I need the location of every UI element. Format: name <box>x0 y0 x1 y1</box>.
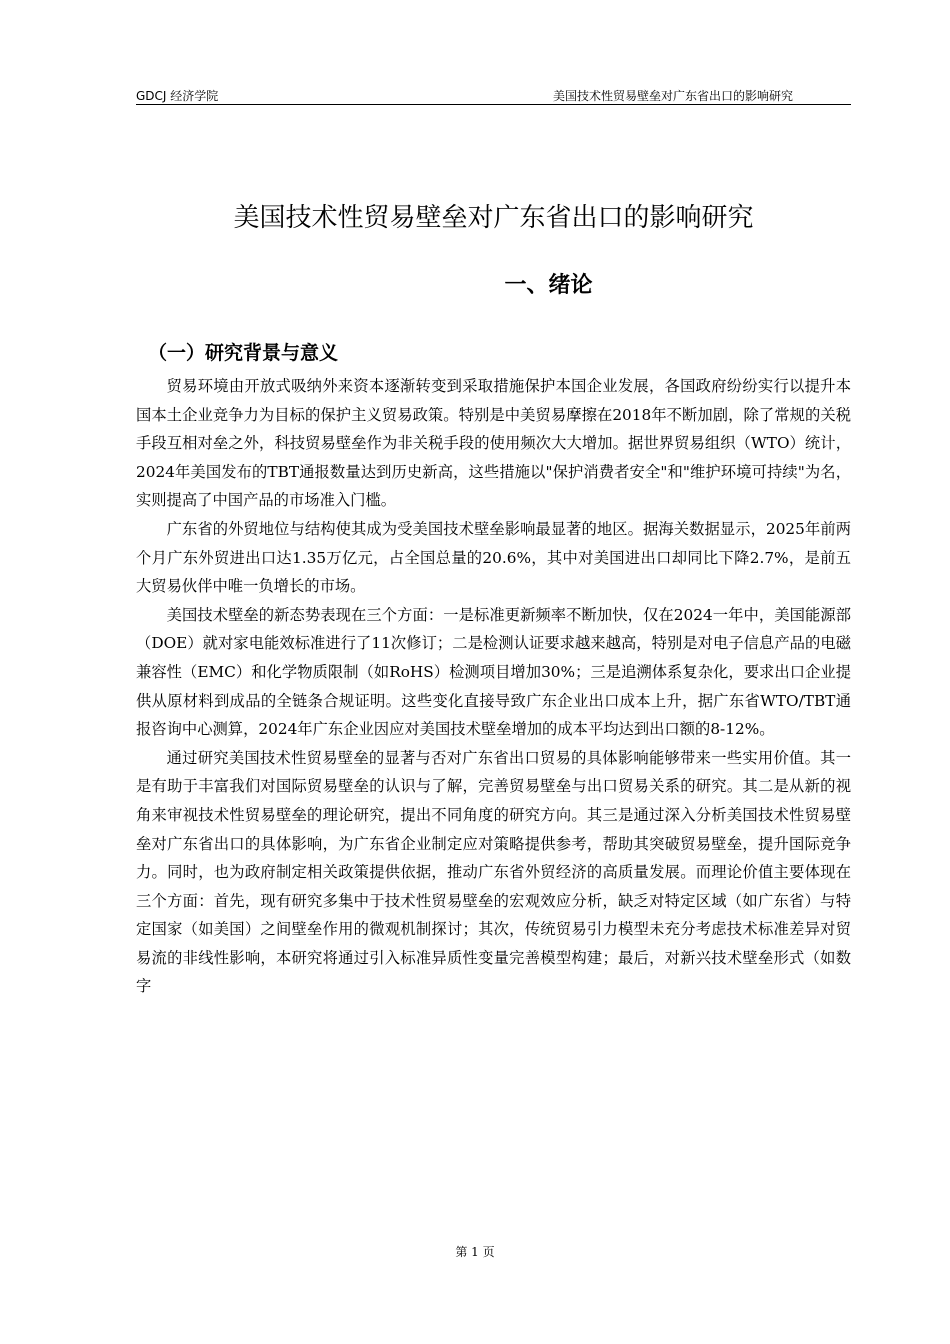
header-title: 美国技术性贸易壁垒对广东省出口的影响研究 <box>552 89 793 103</box>
header-institution: GDCJ 经济学院 <box>136 89 219 103</box>
paragraph: 通过研究美国技术性贸易壁垒的显著与否对广东省出口贸易的具体影响能够带来一些实用价值。其一是有助于丰富我们对国际贸易壁垒的认识与了解，完善贸易壁垒与出口贸易关系的研究。其二是从新的视角来审视技术性贸易壁垒的理论研究，提出不同角度的研究方向。其三是通过深入分析美国技术性贸易壁垒对广东省出口的具体影响，为广东省企业制定应对策略提供参考，帮助其突破贸易壁垒，提升国际竞争力。同时，也为政府制定相关政策提供依据，推动广东省外贸经济的高质量发展。而理论价值主要体现在三个方面：首先，现有研究多集中于技术性贸易壁垒的宏观效应分析，缺乏对特定区域（如广东省）与特定国家（如美国）之间壁垒作用的微观机制探讨；其次，传统贸易引力模型未充分考虑技术标准差异对贸易流的非线性影响，本研究将通过引入标准异质性变量完善模型构建；最后，对新兴技术壁垒形式（如数字 <box>136 748 851 996</box>
page-number: 第 1 页 <box>455 1245 495 1259</box>
chapter-heading: 一、绪论 <box>504 273 593 298</box>
section-heading: （一）研究背景与意义 <box>148 342 339 364</box>
paragraph: 美国技术壁垒的新态势表现在三个方面：一是标准更新频率不断加快，仅在2024一年中，美国能源部（DOE）就对家电能效标准进行了11次修订；二是检测认证要求越来越高，特别是对电子信息产品的电磁兼容性（EMC）和化学物质限制（如RoHS）检测项目增加30%；三是追溯体系复杂化，要求出口企业提供从原材料到成品的全链条合规证明。这些变化直接导致广东企业出口成本上升，据广东省WTO/TBT通报咨询中心测算，2024年广东企业因应对美国技术壁垒增加的成本平均达到出口额的8-12%。 <box>136 605 851 739</box>
paragraph: 贸易环境由开放式吸纳外来资本逐渐转变到采取措施保护本国企业发展，各国政府纷纷实行以提升本国本土企业竞争力为目标的保护主义贸易政策。特别是中美贸易摩擦在2018年不断加剧，除了常规的关税手段互相对垒之外，科技贸易壁垒作为非关税手段的使用频次大大增加。据世界贸易组织（WTO）统计，2024年美国发布的TBT通报数量达到历史新高，这些措施以"保护消费者安全"和"维护环境可持续"为名，实则提高了中国产品的市场准入门槛。 <box>136 377 851 510</box>
paragraph: 广东省的外贸地位与结构使其成为受美国技术壁垒影响最显著的地区。据海关数据显示，2025年前两个月广东外贸进出口达1.35万亿元，占全国总量的20.6%，其中对美国进出口却同比下降2.7%，是前五大贸易伙伴中唯一负增长的市场。 <box>136 519 851 596</box>
page-title: 美国技术性贸易壁垒对广东省出口的影响研究 <box>233 203 754 233</box>
running-header <box>136 88 851 105</box>
body-text <box>136 372 851 1001</box>
